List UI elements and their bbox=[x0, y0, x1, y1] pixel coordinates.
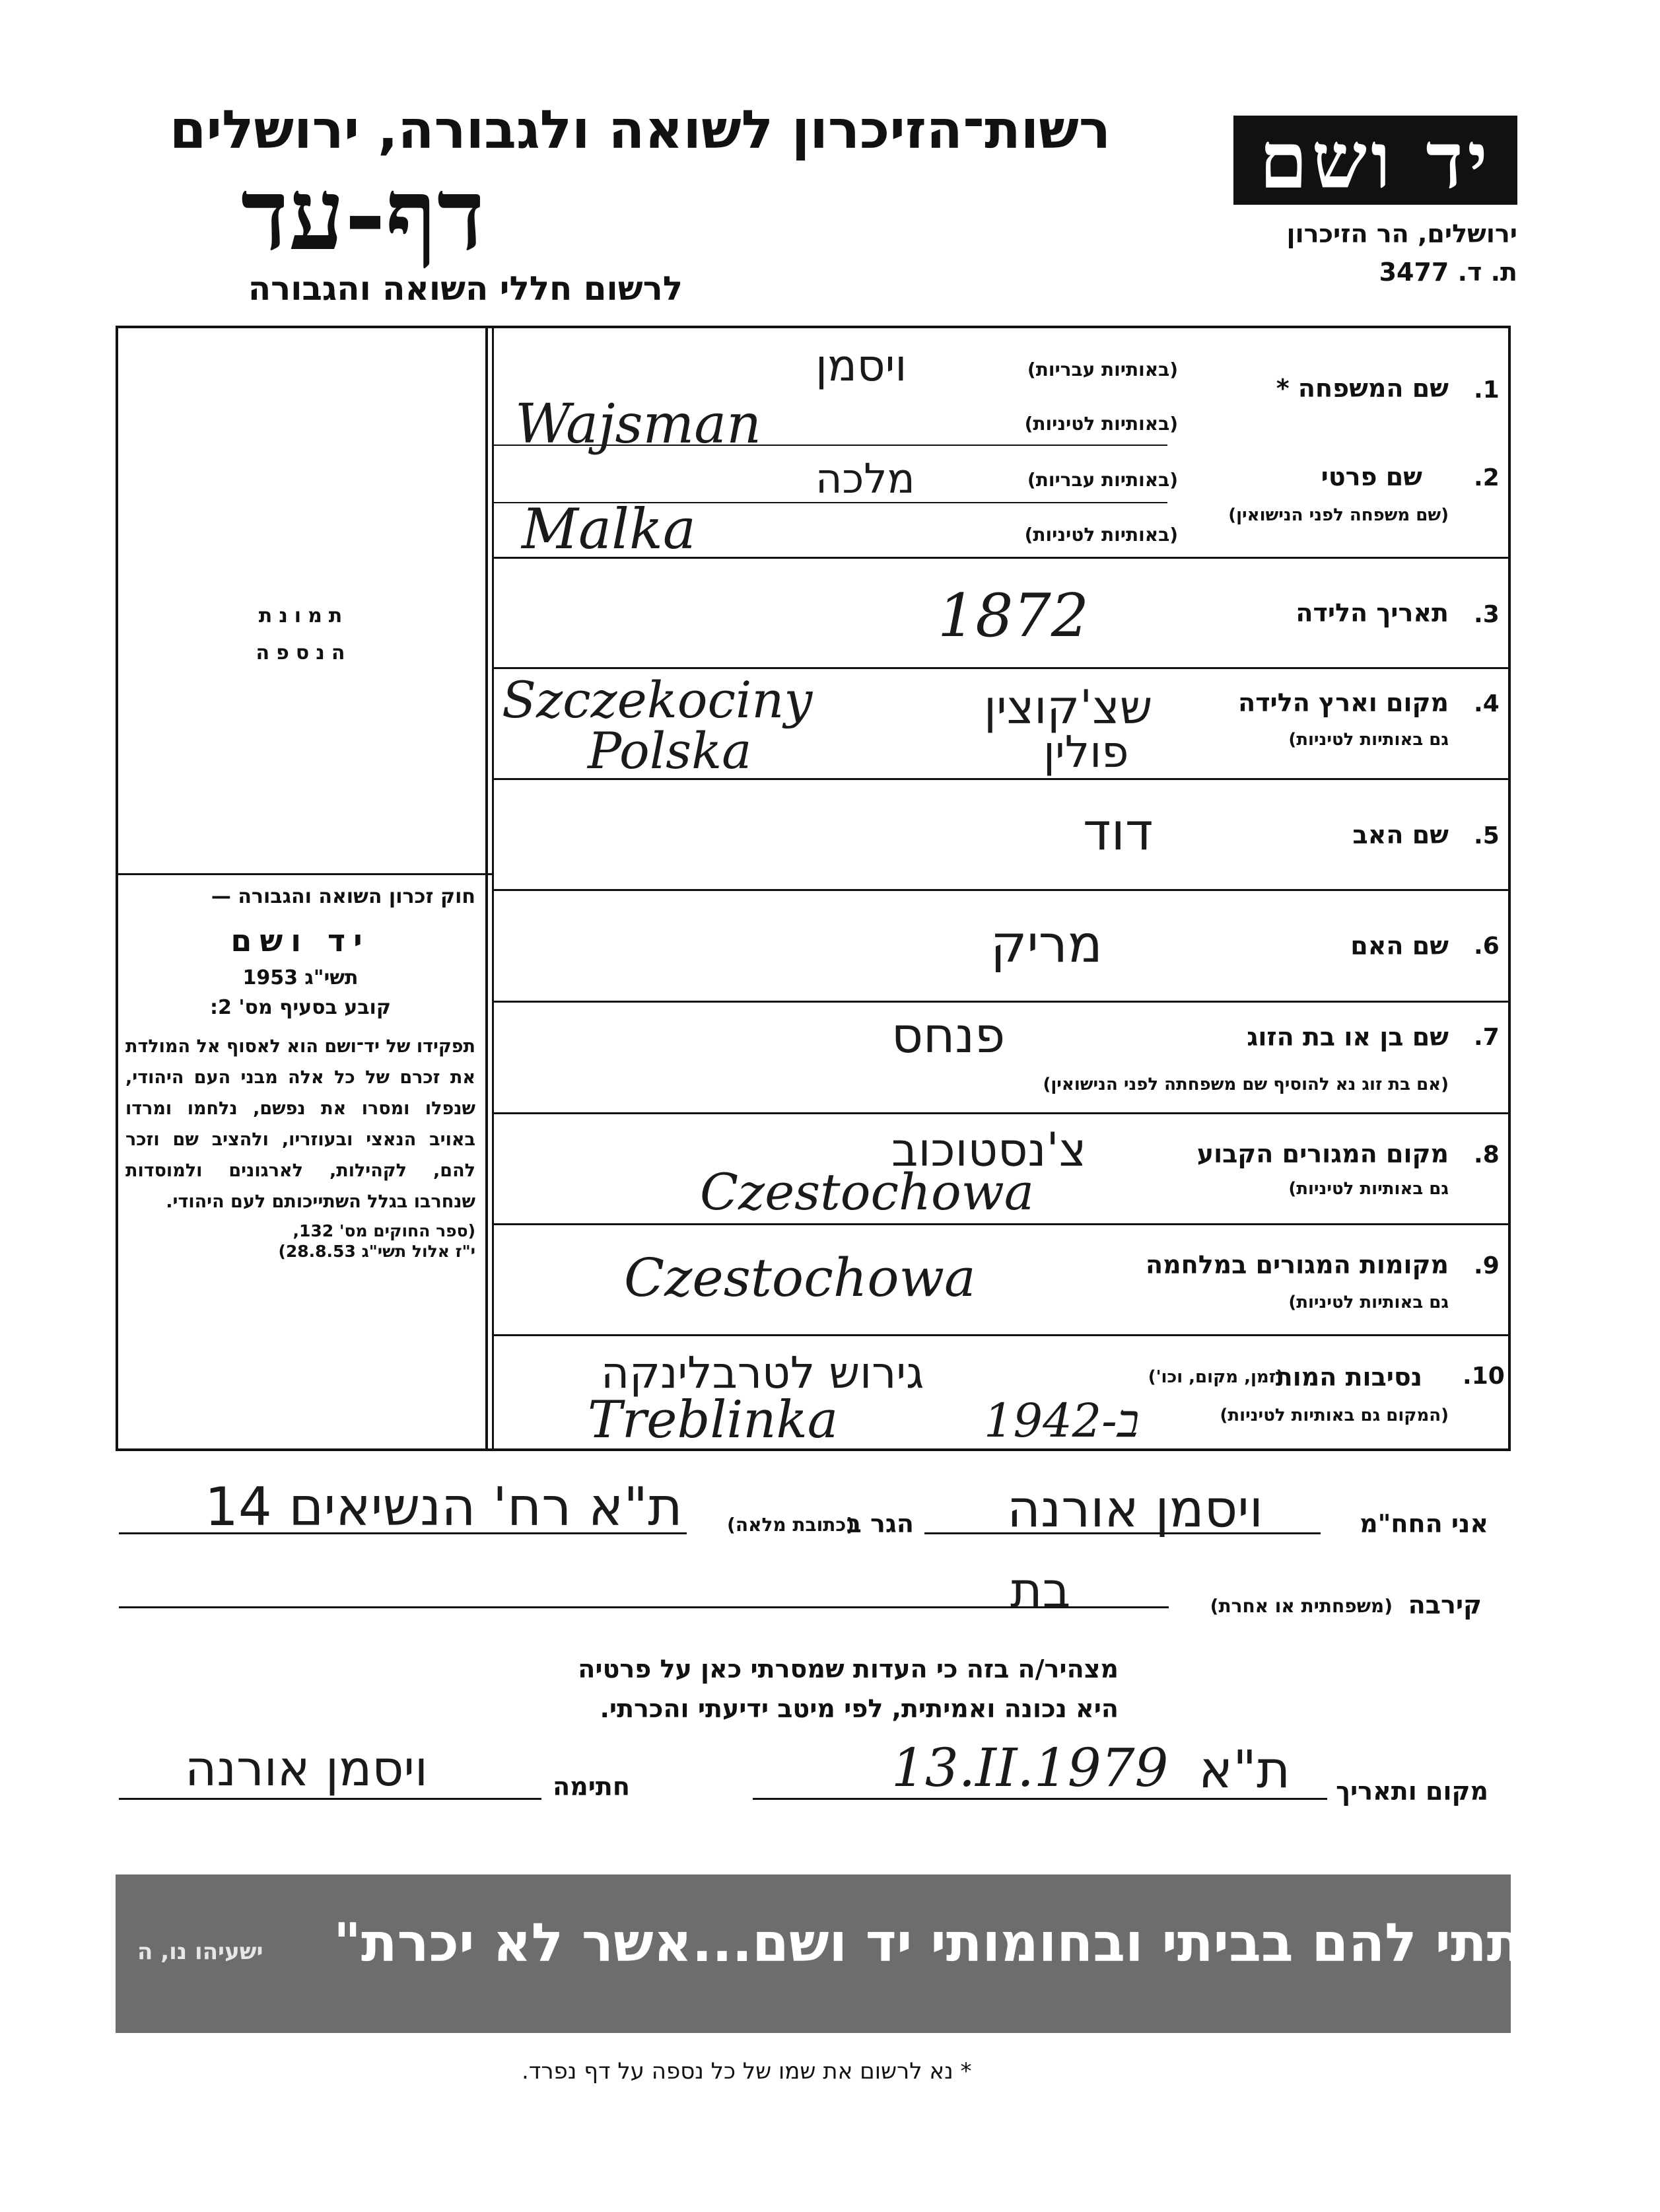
logo-address-line2: ת. ד. 3477 bbox=[1379, 258, 1517, 287]
banner-quote: "...ונתתי להם בביתי ובחומותי יד ושם...אשר לא יכרת" bbox=[333, 1912, 1653, 1974]
banner-reference: ישעיהו נו, ה bbox=[137, 1939, 263, 1965]
field1-hint-latin: (באותיות לטיניות) bbox=[1024, 413, 1178, 435]
signature-label: חתימה bbox=[553, 1772, 630, 1801]
field5-value: דוד bbox=[1083, 803, 1154, 862]
field8-label: מקום המגורים הקבוע bbox=[1196, 1139, 1449, 1168]
footnote: * נא לרשום את שמו של כל נספה על דף נפרד. bbox=[522, 2058, 972, 2085]
field8-value-latin: Czestochowa bbox=[700, 1162, 1035, 1221]
law-date-ref: י"ז אלול תשי"ג 28.8.53) bbox=[278, 1242, 475, 1261]
field7-value: פנחס bbox=[891, 1007, 1006, 1064]
row-separator bbox=[494, 667, 1511, 669]
statement-line1: מצהיר/ה בזה כי העדות שמסרתי כאן על פרטיה bbox=[578, 1655, 1119, 1684]
field4-value-latin-city: Szczekociny bbox=[502, 670, 813, 729]
field2-hint-latin: (באותיות לטיניות) bbox=[1024, 524, 1178, 546]
declarant-resides-hint: (כתובת מלאה) bbox=[727, 1514, 854, 1536]
row-separator bbox=[494, 889, 1511, 891]
field6-value: מריק bbox=[990, 915, 1103, 974]
field8-sublabel: גם באותיות לטיניות) bbox=[1288, 1179, 1449, 1199]
photo-label-line2: הנספה bbox=[256, 641, 352, 664]
declarant-resides-label: הגר ב bbox=[846, 1509, 914, 1538]
field10-value-hebrew: גירוש לטרבלינקה bbox=[601, 1347, 924, 1398]
row-separator bbox=[494, 1112, 1511, 1114]
field10-label: נסיבות המות bbox=[1275, 1363, 1422, 1392]
field10-number: 10. bbox=[1463, 1363, 1505, 1390]
field3-label: תאריך הלידה bbox=[1296, 598, 1449, 627]
field2-sublabel: (שם משפחה לפני הנישואין) bbox=[1228, 505, 1449, 525]
field2-label: שם פרטי bbox=[1321, 462, 1422, 491]
field10-value-year: 1942-ב bbox=[984, 1394, 1140, 1448]
field1-hint-hebrew: (באותיות עבריות) bbox=[1027, 359, 1178, 380]
field1-value-hebrew: ויסמן bbox=[815, 340, 907, 391]
field3-value: 1872 bbox=[938, 581, 1089, 651]
law-year: תשי"ג 1953 bbox=[242, 966, 359, 989]
field4-label: מקום וארץ הלידה bbox=[1238, 688, 1449, 717]
field4-value-hebrew-country: פולין bbox=[1043, 727, 1129, 777]
field1-value-latin: Wajsman bbox=[515, 393, 762, 456]
relation-hint: (משפחתית או אחרת) bbox=[1210, 1595, 1393, 1617]
field8-number: 8. bbox=[1474, 1141, 1500, 1168]
relation-value: בת bbox=[1010, 1562, 1071, 1619]
law-name: יד ושם bbox=[230, 923, 370, 958]
field5-label: שם האב bbox=[1352, 820, 1449, 849]
field2-value-latin: Malka bbox=[522, 497, 696, 561]
logo-address-line1: ירושלים, הר הזיכרון bbox=[1286, 219, 1517, 248]
law-book-ref: (ספר החוקים מס' 132, bbox=[293, 1221, 475, 1240]
field10-sublabel: (המקום גם באותיות לטיניות) bbox=[1220, 1406, 1449, 1425]
law-body: תפקידו של יד־ושם הוא לאסוף אל המולדת את זכרם של כל אלה מבני העם היהודי, שנפלו ומסרו את נפשם, נלחמו ומרדו באויב הנאצי ובעוזריו, ולהציב שם וזכר להם, לקהילות, לארגונים ולמוסדות שנחרבו בגלל השתייכותם לעם היהודי. bbox=[125, 1036, 475, 1212]
field7-sublabel: (אם בת זוג נא להוסיף שם משפחתה לפני הנישואין) bbox=[1043, 1075, 1449, 1094]
authority-title: רשות־הזיכרון לשואה ולגבורה, ירושלים bbox=[169, 99, 1111, 161]
field9-label: מקומות המגורים במלחמה bbox=[1145, 1250, 1449, 1279]
photo-label-line1: תמונת bbox=[258, 604, 349, 627]
field1-number: 1. bbox=[1474, 376, 1500, 404]
field9-value-latin: Czestochowa bbox=[624, 1247, 976, 1308]
photo-placeholder bbox=[225, 598, 383, 672]
field2-number: 2. bbox=[1474, 464, 1500, 491]
field9-sublabel: גם באותיות לטיניות) bbox=[1288, 1293, 1449, 1312]
field7-number: 7. bbox=[1474, 1024, 1500, 1051]
field6-label: שם האם bbox=[1350, 931, 1449, 960]
relation-label: קירבה bbox=[1408, 1590, 1482, 1620]
yad-vashem-logo: יד ושם bbox=[1233, 116, 1517, 205]
field10-value-latin: Treblinka bbox=[588, 1390, 839, 1450]
signature-line bbox=[119, 1798, 541, 1800]
declarant-prefix: אני החח"מ bbox=[1360, 1509, 1488, 1538]
photo-law-divider bbox=[116, 873, 492, 875]
field1-label: שם המשפחה * bbox=[1276, 374, 1449, 403]
row-separator bbox=[494, 1001, 1511, 1003]
field3-number: 3. bbox=[1474, 601, 1500, 628]
law-heading: חוק זכרון השואה והגבורה — bbox=[211, 885, 475, 908]
field6-number: 6. bbox=[1474, 933, 1500, 960]
signature-value: ויסמן אורנה bbox=[185, 1740, 429, 1797]
row-separator bbox=[494, 1223, 1511, 1225]
law-clause: קובע בסעיף מס' 2: bbox=[210, 996, 391, 1019]
field9-number: 9. bbox=[1474, 1252, 1500, 1279]
date-value: 13.II.1979 bbox=[891, 1737, 1169, 1799]
field2-hint-hebrew: (באותיות עבריות) bbox=[1027, 469, 1178, 491]
field10-hint: (זמן, מקום, וכו') bbox=[1148, 1367, 1284, 1387]
field8-value-hebrew: צ'נסטוכוב bbox=[891, 1123, 1087, 1177]
form-title: דף-עד bbox=[240, 157, 485, 273]
field4-number: 4. bbox=[1474, 690, 1500, 717]
field2-value-hebrew: מלכה bbox=[815, 454, 915, 503]
field4-sublabel: גם באותיות לטיניות) bbox=[1288, 730, 1449, 750]
place-value: ת"א bbox=[1198, 1740, 1291, 1800]
field4-value-latin-country: Polska bbox=[588, 721, 752, 780]
law-text-block bbox=[125, 885, 475, 1261]
declarant-name: ויסמן אורנה bbox=[1007, 1480, 1263, 1539]
place-date-label: מקום ותאריך bbox=[1336, 1777, 1488, 1806]
field7-label: שם בן או בת הזוג bbox=[1247, 1022, 1449, 1052]
field5-number: 5. bbox=[1474, 822, 1500, 849]
field4-value-hebrew-city: שצ'קוצין bbox=[984, 680, 1153, 734]
column-divider-inner bbox=[492, 326, 494, 1451]
column-divider bbox=[485, 326, 488, 1451]
statement-line2: היא נכונה ואמיתית, לפי מיטב ידיעתי והכרתי. bbox=[600, 1694, 1119, 1723]
declarant-address: ת"א רח' הנשיאים 14 bbox=[205, 1476, 683, 1538]
form-subtitle: לרשום חללי השואה והגבורה bbox=[248, 269, 683, 308]
row-separator bbox=[494, 1334, 1511, 1336]
